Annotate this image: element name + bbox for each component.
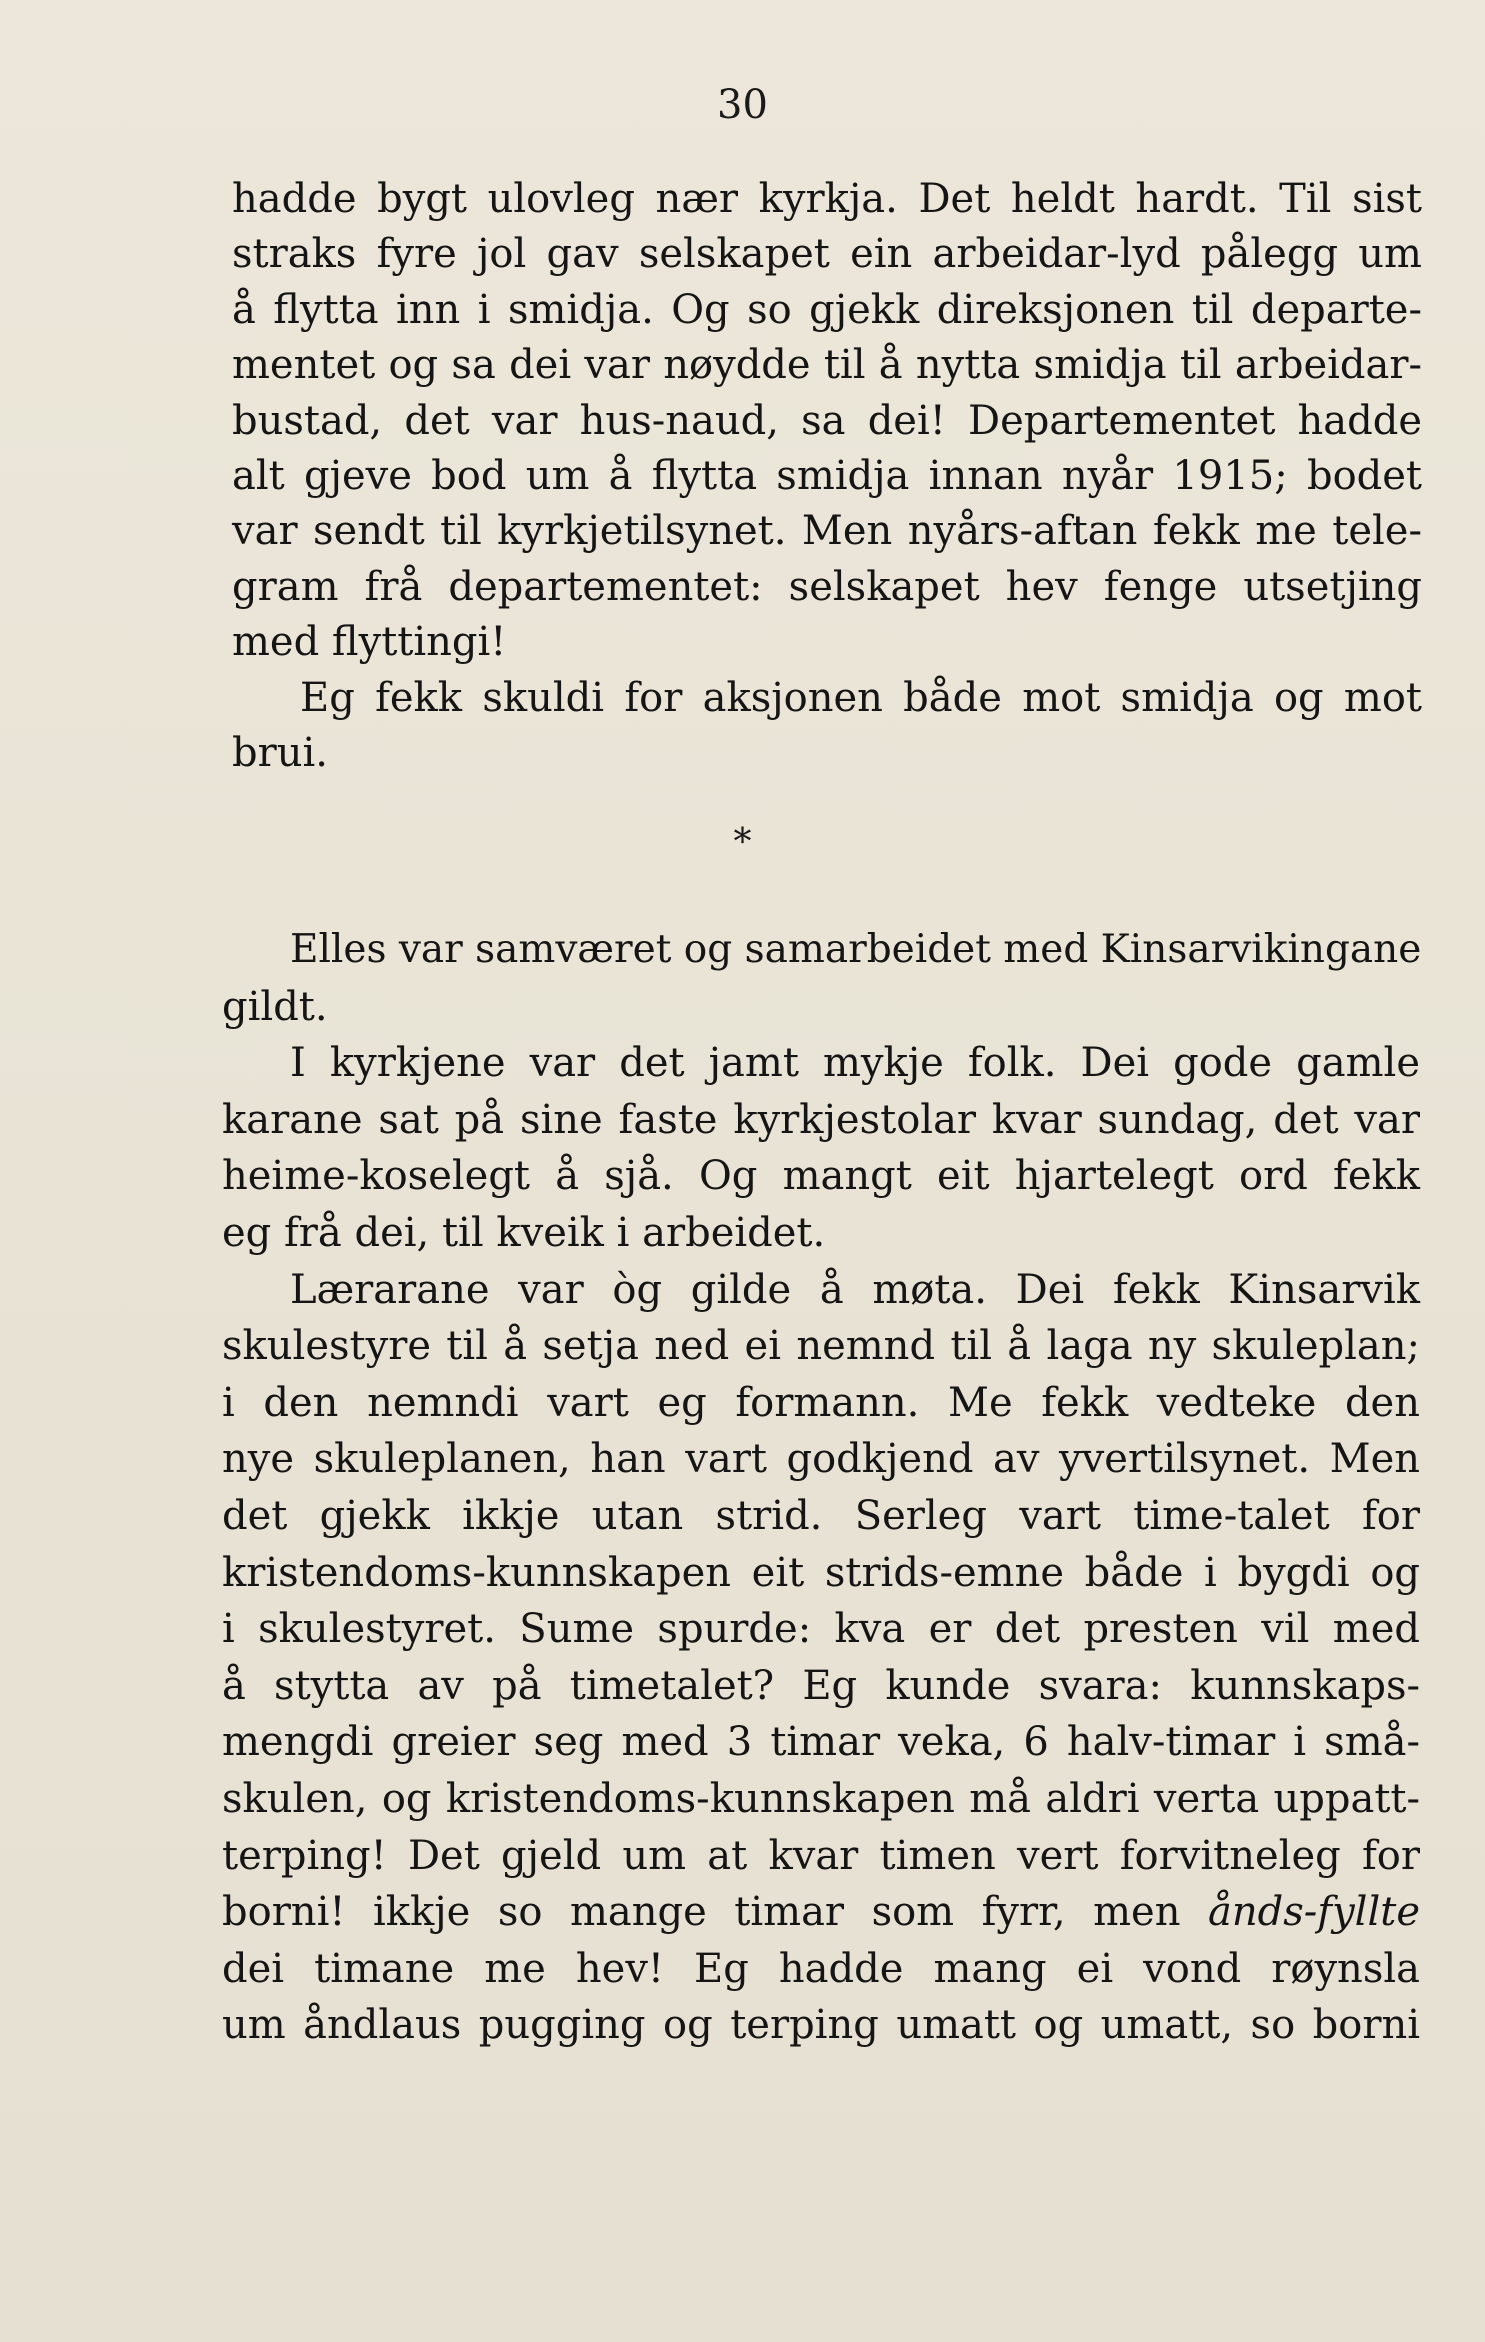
text-line: å stytta av på timetalet? Eg kunde svara: kunnskaps- (222, 1662, 1420, 1709)
text-line: skulen, og kristendoms-kunnskapen må aldri verta uppatt- (222, 1775, 1420, 1822)
text-line: å flytta inn i smidja. Og so gjekk direksjonen til departe- (232, 286, 1422, 333)
text-line: dei timane me hev! Eg hadde mang ei vond røynsla (222, 1945, 1420, 1992)
text-line: um åndlaus pugging og terping umatt og umatt, so borni (222, 2002, 1420, 2049)
text-line: I kyrkjene var det jamt mykje folk. Dei gode gamle (290, 1040, 1420, 1087)
text-line: Elles var samværet og samarbeidet med Kinsarvikingane (290, 927, 1422, 972)
text-line: det gjekk ikkje utan strid. Serleg vart time-talet for (222, 1492, 1420, 1539)
text-line: karane sat på sine faste kyrkjestolar kvar sundag, det var (222, 1096, 1420, 1143)
text-line: kristendoms-kunnskapen eit strids-emne både i bygdi og (222, 1549, 1420, 1596)
text-line: terping! Det gjeld um at kvar timen vert forvitneleg for (222, 1832, 1420, 1879)
text-line: Lærarane var òg gilde å møta. Dei fekk Kinsarvik (290, 1266, 1420, 1313)
text-line: gram frå departementet: selskapet hev fenge utsetjing (232, 563, 1422, 610)
text-line: i skulestyret. Sume spurde: kva er det presten vil med (222, 1606, 1420, 1653)
text-line: alt gjeve bod um å flytta smidja innan nyår 1915; bodet (232, 453, 1422, 500)
text-line: brui. (232, 730, 328, 777)
paragraph-block-1 (232, 172, 1422, 781)
text-line: mentet og sa dei var nøydde til å nytta smidja til arbeidar- (232, 342, 1422, 389)
text-line: bustad, det var hus-naud, sa dei! Departementet hadde (232, 397, 1422, 444)
section-separator: * (733, 822, 752, 863)
text-line: var sendt til kyrkjetilsynet. Men nyårs-aftan fekk me tele- (232, 508, 1422, 555)
text-line: mengdi greier seg med 3 timar veka, 6 halv-timar i små- (222, 1719, 1420, 1766)
italic-phrase: ånds-fyllte (1208, 1889, 1420, 1936)
text-line: heime-koselegt å sjå. Og mangt eit hjartelegt ord fekk (222, 1153, 1420, 1200)
text-line-with-italic (222, 1884, 1420, 1941)
text-line: i den nemndi vart eg formann. Me fekk vedteke den (222, 1379, 1420, 1426)
paragraph-block-2 (222, 922, 1420, 2054)
text-line: eg frå dei, til kveik i arbeidet. (222, 1209, 826, 1256)
text-line: Eg fekk skuldi for aksjonen både mot smidja og mot (300, 674, 1422, 721)
text-line-part: borni! ikkje so mange timar som fyrr, men (222, 1889, 1208, 1936)
page-number: 30 (717, 82, 768, 128)
text-line: gildt. (222, 983, 328, 1030)
text-line: nye skuleplanen, han vart godkjend av yvertilsynet. Men (222, 1436, 1420, 1483)
text-line: straks fyre jol gav selskapet ein arbeidar-lyd pålegg um (232, 231, 1422, 278)
text-line: hadde bygt ulovleg nær kyrkja. Det heldt hardt. Til sist (232, 176, 1422, 222)
text-line: skulestyre til å setja ned ei nemnd til å laga ny skuleplan; (222, 1323, 1420, 1370)
text-line: med flyttingi! (232, 619, 507, 666)
